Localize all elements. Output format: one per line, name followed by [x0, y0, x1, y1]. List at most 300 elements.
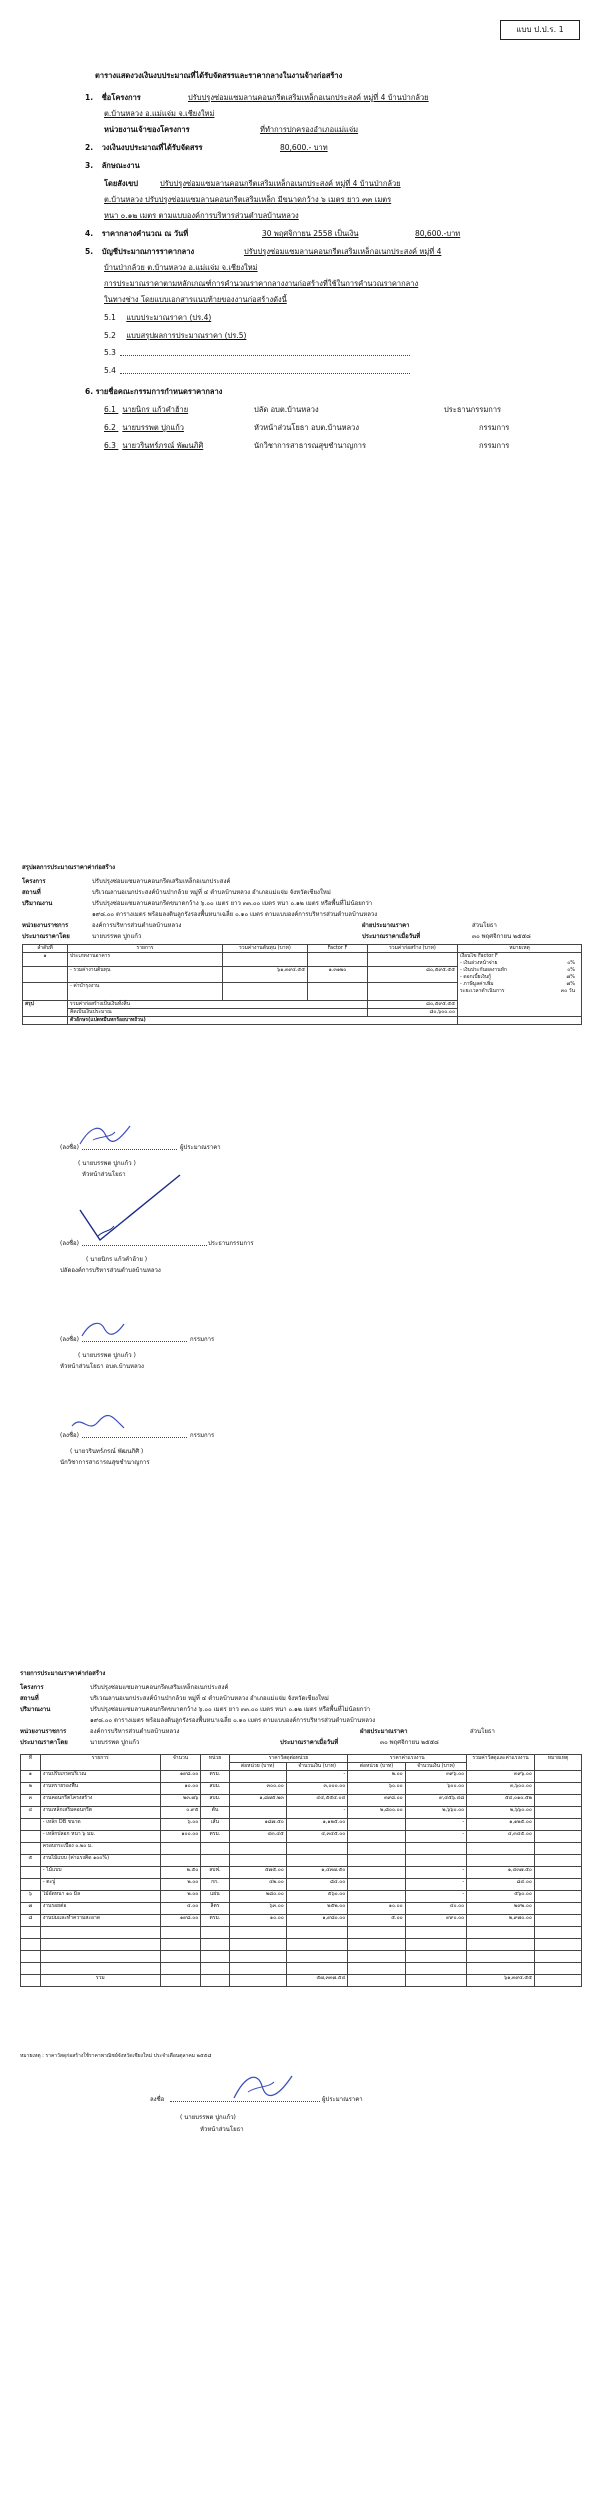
page2-estimator: นายบรรพต ปูกแก้ว: [92, 933, 142, 940]
blank-cell: [201, 1963, 229, 1975]
estimate-cell-la: ๙,๔๕๖.๔๘: [405, 1795, 467, 1807]
total-spacer: [21, 1975, 41, 1987]
p3-sig-line: [170, 2101, 320, 2102]
page2-estimator-label: ประมาณราคาโดย: [22, 933, 70, 940]
table-row: [21, 1879, 582, 1891]
page2-dept: ส่วนโยธา: [472, 922, 497, 929]
estimate-cell-tot: [467, 1843, 535, 1855]
page3-dept-label: ฝ่ายประมาณราคา: [360, 1728, 408, 1735]
committee-2-no: 6.2: [104, 423, 116, 432]
estimate-cell-qty: ๒.๐๐: [160, 1879, 201, 1891]
table-row: [21, 1783, 582, 1795]
table-row: [21, 1771, 582, 1783]
est-col-remark: หมายเหตุ: [534, 1755, 581, 1771]
table-row: [21, 1855, 582, 1867]
item5-line2: บ้านป่ากล้วย ต.บ้านหลวง อ.แม่แจ่ม จ.เชียงใหม่: [104, 263, 258, 272]
remark-3-label: - ดอกเบี้ยเงินกู้: [460, 974, 492, 980]
remark-5: [460, 988, 579, 995]
estimate-cell-item: - เหล็กปลอก หนา ๖ มม.: [40, 1831, 160, 1843]
estimate-cell-item: งานบ่มและทำความสะอาด: [40, 1915, 160, 1927]
page2-header-volume2-value: ๑๙๘.๐๐ ตารางเมตร พร้อมลงดินลูกรังรองพื้นหนาเฉลี่ย ๐.๑๐ เมตร ตามแบบองค์การบริหารส่วนตำบลบ้านหลวง: [92, 911, 378, 918]
p2-sig3-line: [82, 1341, 187, 1342]
page1-title: ตารางแสดงวงเงินงบประมาณที่ได้รับจัดสรรและราคากลางในงานจ้างก่อสร้าง: [95, 71, 343, 80]
estimate-table: [20, 1754, 582, 1987]
page2-header: [22, 876, 582, 942]
page3-header-project-label: โครงการ: [20, 1684, 44, 1691]
estimate-cell-lu: [348, 1867, 405, 1879]
page3-header-volume2: [20, 1715, 580, 1726]
committee-1-name: นายนิกร แก้วคำฮ้าย: [122, 405, 189, 414]
blank-cell: [160, 1927, 201, 1939]
page2-agency-label: หน่วยงานราชการ: [22, 922, 69, 929]
page2-header-volume-value: ปรับปรุงซ่อมแซมลานคอนกรีตขนาดกว้าง ๖.๐๐ เมตร ยาว ๓๓.๐๐ เมตร หนา ๐.๑๒ เมตร หรือพื้นที่ไม่น้อยกว่า: [92, 900, 373, 907]
estimate-blank-row: [21, 1927, 582, 1939]
estimate-cell-tot: ๒,๙๗๐.๐๐: [467, 1915, 535, 1927]
page2-date: ๓๐ พฤศจิกายน ๒๕๕๘: [472, 933, 531, 940]
remark-1-value: ๐%: [567, 960, 575, 966]
est-group-material: ราคาวัสดุต่อหน่วย: [229, 1755, 348, 1763]
attach-5-3-line: [120, 355, 410, 356]
summary-words: ตัวอักษร(แปดหมื่นหกร้อยบาทถ้วน): [68, 1017, 458, 1025]
est-col-total: รวมค่าวัสดุและค่าแรงงาน: [467, 1755, 535, 1771]
p2-sig1-role: ผู้ประมาณราคา: [180, 1144, 221, 1151]
p2-sig1-title: หัวหน้าส่วนโยธา: [82, 1171, 126, 1178]
estimate-cell-no: ๓: [21, 1795, 41, 1807]
estimate-cell-lu: ๒,๘๐๐.๐๐: [348, 1807, 405, 1819]
estimate-cell-remark: [534, 1843, 581, 1855]
estimate-table-group-header: [21, 1755, 582, 1763]
estimate-cell-tot: ๒๙๒.๐๐: [467, 1903, 535, 1915]
estimate-cell-unit: ตรม.: [201, 1831, 229, 1843]
page3-agency: องค์การบริหารส่วนตำบลบ้านหลวง: [90, 1728, 180, 1735]
blank-cell: [160, 1939, 201, 1951]
item3-brief-line3: หนา ๐.๑๒ เมตร ตามแบบองค์การบริหารส่วนตำบลบ้านหลวง: [104, 211, 299, 220]
p3-sig-name: ( นายบรรพต ปูกแก้ว): [180, 2114, 236, 2121]
item3-brief-line1: ปรับปรุงซ่อมแซมลานคอนกรีตเสริมเหล็กอเนกประสงค์ หมู่ที่ 4 บ้านป่ากล้วย: [160, 179, 401, 188]
estimate-cell-remark: [534, 1903, 581, 1915]
blank-cell: [286, 1963, 348, 1975]
blank-cell: [405, 1963, 467, 1975]
table-row: [21, 1807, 582, 1819]
p2-sig1: [60, 1142, 260, 1152]
blank-cell: [286, 1927, 348, 1939]
table-row: [21, 1891, 582, 1903]
estimate-blank-row: [21, 1939, 582, 1951]
item1-sub-value: ที่ทำการปกครองอำเภอแม่แจ่ม: [260, 125, 359, 134]
estimate-cell-lu: [348, 1879, 405, 1891]
estimate-cell-ma: ๘๔.๐๐: [286, 1879, 348, 1891]
page3-header-estimator: [20, 1737, 580, 1748]
p2-sig4-prefix: (ลงชื่อ): [60, 1432, 79, 1439]
blank-cell: [201, 1939, 229, 1951]
estimate-cell-ma: -: [286, 1807, 348, 1819]
estimate-cell-unit: ลบม.: [201, 1795, 229, 1807]
item4-value2: 80,600.-บาท: [415, 229, 461, 238]
committee-2-role: กรรมการ: [479, 423, 510, 432]
committee-1: [104, 404, 524, 416]
attach-5-2-label: แบบสรุปผลการประมาณราคา (ปร.5): [126, 331, 247, 340]
estimate-cell-unit: [201, 1843, 229, 1855]
estimate-cell-qty: ๒.๕๐: [160, 1867, 201, 1879]
item5-label: บัญชีประมาณการราคากลาง: [101, 247, 195, 256]
remark-1: [460, 960, 579, 967]
estimate-total-labor: [405, 1975, 467, 1987]
estimate-cell-ma: ๒๕๒.๐๐: [286, 1903, 348, 1915]
estimate-cell-ma: ๓,๐๐๐.๐๐: [286, 1783, 348, 1795]
table-row: [21, 1867, 582, 1879]
page3-agency-label: หน่วยงานราชการ: [20, 1728, 67, 1735]
committee-2-position: หัวหน้าส่วนโยธา อบต.บ้านหลวง: [254, 423, 359, 432]
item4-value: 30 พฤศจิกายน 2558 เป็นเงิน: [262, 229, 359, 238]
estimate-cell-item: งานปรับเกรดบริเวณ: [40, 1771, 160, 1783]
estimate-cell-qty: ๑๐๐.๐๐: [160, 1831, 201, 1843]
total-spacer: [229, 1975, 286, 1987]
est-col-mat-amount: จำนวนเงิน (บาท): [286, 1763, 348, 1771]
blank-cell: [534, 1927, 581, 1939]
estimate-cell-tot: ๘๔.๐๐: [467, 1879, 535, 1891]
p2-sig1-line: [82, 1149, 177, 1150]
row1-no: ๑: [23, 953, 68, 967]
estimate-cell-qty: ๖.๐๐: [160, 1819, 201, 1831]
remark-2-label: - เงินประกันผลงานหัก: [460, 967, 507, 973]
attach-5-1-label: แบบประมาณราคา (ปร.4): [126, 313, 212, 322]
row2-item: - รวมค่างานต้นทุน: [68, 967, 223, 983]
page3-header-project-value: ปรับปรุงซ่อมแซมลานคอนกรีตเสริมเหล็กอเนกประสงค์: [90, 1684, 229, 1691]
remark-2-value: ๐%: [567, 967, 575, 973]
page3-header-place: [20, 1693, 580, 1704]
blank-cell: [201, 1951, 229, 1963]
words-spacer: [23, 1017, 68, 1025]
estimate-cell-lu: [348, 1891, 405, 1903]
estimate-cell-ma: ๔๔,๕๕๔.๐๔: [286, 1795, 348, 1807]
blank-cell: [229, 1939, 286, 1951]
p2-sig4-role: กรรมการ: [190, 1432, 215, 1439]
page2-header-agency: [22, 920, 582, 931]
blank-cell: [348, 1951, 405, 1963]
p2-sig4-title: นักวิชาการสาธารณสุขชำนาญการ: [60, 1459, 150, 1466]
estimate-cell-tot: ๑,๔๓๗.๕๐: [467, 1867, 535, 1879]
estimate-cell-tot: ๔,๓๔๕.๐๐: [467, 1831, 535, 1843]
remark-5-value: ๓๐ วัน: [560, 988, 575, 994]
item4-no: 4.: [85, 229, 94, 238]
attach-5-3: [104, 348, 116, 357]
summary-approx-label: คิดเป็นเงินประมาณ: [68, 1009, 368, 1017]
summary-table-header: [23, 945, 582, 953]
p2-sig4: [60, 1430, 260, 1440]
blank-cell: [40, 1951, 160, 1963]
page3-date-label: ประมาณราคาเมื่อวันที่: [280, 1739, 339, 1746]
estimate-cell-ma: [286, 1843, 348, 1855]
estimate-total-material: ๕๗,๓๓๗.๕๔: [286, 1975, 348, 1987]
page2-title: สรุปผลการประมาณราคาค่าก่อสร้าง: [22, 864, 116, 871]
estimate-total-row: [21, 1975, 582, 1987]
page3-date: ๓๐ พฤศจิกายน ๒๕๕๘: [380, 1739, 439, 1746]
table-row: [21, 1831, 582, 1843]
estimate-cell-lu: [348, 1855, 405, 1867]
est-col-unit: หน่วย: [201, 1755, 229, 1771]
blank-cell: [534, 1963, 581, 1975]
attach-5-3-no: 5.3: [104, 348, 116, 357]
estimate-cell-ma: ๑,๙๘๐.๐๐: [286, 1915, 348, 1927]
committee-2: [104, 422, 524, 434]
item1-sub-label: หน่วยงานเจ้าของโครงการ: [104, 125, 190, 134]
page3-header-volume-value: ปรับปรุงซ่อมแซมลานคอนกรีตขนาดกว้าง ๖.๐๐ เมตร ยาว ๓๓.๐๐ เมตร หนา ๐.๑๒ เมตร หรือพื้นที่ไม่น้อยกว่า: [90, 1706, 371, 1713]
estimate-total-label: รวม: [40, 1975, 160, 1987]
estimate-cell-la: -: [405, 1831, 467, 1843]
estimate-cell-mu: [229, 1843, 286, 1855]
table-row: [21, 1843, 582, 1855]
estimate-cell-mu: ๑,๘๗๕.๒๓: [229, 1795, 286, 1807]
estimate-cell-item: ครอบกระเบื้อง ๐.๒๐ ม.: [40, 1843, 160, 1855]
item2: [85, 142, 203, 154]
item1-line1: ปรับปรุงซ่อมแซมลานคอนกรีตเสริมเหล็กอเนกประสงค์ หมู่ที่ 4 บ้านป่ากล้วย: [188, 93, 429, 102]
table-row: [21, 1795, 582, 1807]
page3-dept: ส่วนโยธา: [470, 1728, 495, 1735]
committee-1-position: ปลัด อบต.บ้านหลวง: [254, 405, 319, 414]
estimate-table-body: [21, 1771, 582, 1927]
estimate-cell-no: [21, 1831, 41, 1843]
p3-sig-title: หัวหน้าส่วนโยธา: [200, 2126, 244, 2133]
estimate-cell-qty: [160, 1855, 201, 1867]
estimate-cell-item: - ตะปู: [40, 1879, 160, 1891]
estimate-cell-mu: [229, 1807, 286, 1819]
p2-sig3: [60, 1334, 260, 1344]
row3-item: - ค่าบำรุงงาน: [68, 983, 223, 1001]
estimate-cell-item: - ไม้แบบ: [40, 1867, 160, 1879]
estimate-blank-row: [21, 1951, 582, 1963]
estimate-cell-la: -: [405, 1891, 467, 1903]
page3-header-agency: [20, 1726, 580, 1737]
remark-0: [460, 953, 579, 960]
item1-line2: ต.บ้านหลวง อ.แม่แจ่ม จ.เชียงใหม่: [104, 109, 215, 118]
p3-sig-role: ผู้ประมาณราคา: [322, 2096, 363, 2103]
words-spacer-2: [458, 1017, 582, 1025]
blank-cell: [467, 1963, 535, 1975]
committee-3-role: กรรมการ: [479, 441, 510, 450]
page3-header-place-value: บริเวณลานอเนกประสงค์บ้านป่ากล้วย หมู่ที่ ๔ ตำบลบ้านหลวง อำเภอแม่แจ่ม จังหวัดเชียงใหม่: [90, 1695, 329, 1702]
committee-3-position: นักวิชาการสาธารณสุขชำนาญการ: [254, 441, 367, 450]
estimate-cell-item: ไม้อัดหนา ๑๐ มิล: [40, 1891, 160, 1903]
estimate-cell-mu: ๔๒.๐๐: [229, 1879, 286, 1891]
blank-cell: [160, 1963, 201, 1975]
committee-label: 6. รายชื่อคณะกรรมการกำหนดราคากลาง: [85, 387, 223, 396]
estimate-cell-la: ๔๐.๐๐: [405, 1903, 467, 1915]
estimate-cell-mu: [229, 1855, 286, 1867]
estimate-cell-tot: ๑,๑๒๕.๐๐: [467, 1819, 535, 1831]
estimate-cell-ma: ๔,๓๔๕.๐๐: [286, 1831, 348, 1843]
committee-1-no: 6.1: [104, 405, 116, 414]
p2-sig2-title: ปลัดองค์การบริหารส่วนตำบลบ้านหลวง: [60, 1267, 161, 1274]
estimate-cell-unit: ลบฟ.: [201, 1867, 229, 1879]
item1-label: ชื่อโครงการ: [101, 93, 141, 102]
estimate-cell-remark: [534, 1891, 581, 1903]
page2-dept-label: ฝ่ายประมาณราคา: [362, 922, 410, 929]
estimate-total-grand: ๖๑,๓๙๔.๕๕: [467, 1975, 535, 1987]
blank-cell: [405, 1951, 467, 1963]
page3-header-volume: [20, 1704, 580, 1715]
blank-cell: [21, 1939, 41, 1951]
page2-header-place-value: บริเวณลานอเนกประสงค์บ้านป่ากล้วย หมู่ที่ ๔ ตำบลบ้านหลวง อำเภอแม่แจ่ม จังหวัดเชียงใหม่: [92, 889, 331, 896]
summary-total-value: ๘๐,๕๙๕.๕๕: [368, 1001, 458, 1009]
row2-total: ๘๐,๕๙๕.๕๕: [368, 967, 458, 983]
estimate-cell-item: งานรอยต่อ: [40, 1903, 160, 1915]
p2-sig2-role: ประธานกรรมการ: [208, 1240, 254, 1247]
estimate-cell-tot: ๒,๖๖๐.๐๐: [467, 1807, 535, 1819]
blank-cell: [201, 1927, 229, 1939]
estimate-cell-mu: ๒๘๐.๐๐: [229, 1891, 286, 1903]
estimate-cell-qty: ๑๙๘.๐๐: [160, 1771, 201, 1783]
committee-2-name: นายบรรพต ปูกแก้ว: [122, 423, 184, 432]
blank-cell: [467, 1939, 535, 1951]
estimate-cell-remark: [534, 1771, 581, 1783]
page2-header-place: [22, 887, 582, 898]
estimate-cell-remark: [534, 1807, 581, 1819]
remark-0-label: เงื่อนไข Factor F: [460, 953, 498, 959]
p2-sig4-line: [82, 1437, 187, 1438]
blank-cell: [348, 1939, 405, 1951]
blank-cell: [405, 1939, 467, 1951]
page2-header-volume2: [22, 909, 582, 920]
p2-sig4-name: ( นายวรินทร์ภรณ์ พัฒนภิศิ ): [70, 1448, 144, 1455]
page2-header-volume: [22, 898, 582, 909]
estimate-cell-ma: ๑,๑๒๕.๐๐: [286, 1819, 348, 1831]
item5-no: 5.: [85, 247, 94, 256]
est-col-qty: จำนวน: [160, 1755, 201, 1771]
committee-1-role: ประธานกรรมการ: [444, 405, 502, 414]
page2-header-place-label: สถานที่: [22, 889, 41, 896]
p2-sig3-prefix: (ลงชื่อ): [60, 1336, 79, 1343]
estimate-cell-item: - เหล็ก DB ขนาด: [40, 1819, 160, 1831]
row2-factor: ๑.๓๑๒๐: [308, 967, 368, 983]
estimate-cell-lu: [348, 1819, 405, 1831]
estimate-cell-unit: ตรม.: [201, 1771, 229, 1783]
estimate-cell-item: งานคอนกรีตโครงสร้าง: [40, 1795, 160, 1807]
estimate-cell-unit: กก.: [201, 1879, 229, 1891]
committee-3-name: นายวรินทร์ภรณ์ พัฒนภิศิ: [122, 441, 204, 450]
estimate-cell-mu: ๖๓.๐๐: [229, 1903, 286, 1915]
estimate-cell-qty: ๒.๐๐: [160, 1891, 201, 1903]
estimate-cell-lu: ๖๐.๐๐: [348, 1783, 405, 1795]
estimate-cell-mu: ๕๗๕.๐๐: [229, 1867, 286, 1879]
page2-header-project-label: โครงการ: [22, 878, 46, 885]
estimate-cell-qty: ๑๐.๐๐: [160, 1783, 201, 1795]
estimate-cell-no: [21, 1879, 41, 1891]
estimate-cell-tot: ๓,๖๐๐.๐๐: [467, 1783, 535, 1795]
estimate-cell-qty: ๐.๙๕: [160, 1807, 201, 1819]
row3-no: [23, 983, 68, 1001]
estimate-cell-la: ๙๙๐.๐๐: [405, 1915, 467, 1927]
estimate-cell-unit: แผ่น: [201, 1891, 229, 1903]
total-spacer: [534, 1975, 581, 1987]
page3-header-volume2-value: ๑๙๘.๐๐ ตารางเมตร พร้อมลงดินลูกรังรองพื้นหนาเฉลี่ย ๐.๑๐ เมตร ตามแบบองค์การบริหารส่วนตำบลบ้านหลวง: [90, 1717, 376, 1724]
estimate-cell-lu: ๕.๐๐: [348, 1915, 405, 1927]
estimate-cell-lu: ๓๙๘.๐๐: [348, 1795, 405, 1807]
est-col-no: ที่: [21, 1755, 41, 1771]
estimate-cell-la: [405, 1843, 467, 1855]
estimate-cell-lu: [348, 1843, 405, 1855]
estimate-cell-no: [21, 1867, 41, 1879]
page3-note: หมายเหตุ : ราคาวัสดุก่อสร้างใช้ราคาพาณิชย์จังหวัดเชียงใหม่ ประจำเดือนตุลาคม ๒๕๕๘: [20, 2053, 212, 2059]
item2-label: วงเงินงบประมาณที่ได้รับจัดสรร: [101, 143, 203, 152]
summary-total-label: รวมค่าก่อสร้างเป็นเงินทั้งสิ้น: [68, 1001, 368, 1009]
remark-4-value: ๗%: [566, 981, 575, 987]
estimate-cell-unit: เส้น: [201, 1819, 229, 1831]
table-row: [21, 1903, 582, 1915]
col-total: รวมค่าก่อสร้าง (บาท): [368, 945, 458, 953]
estimate-cell-tot: ๕๔,๐๑๐.๕๒: [467, 1795, 535, 1807]
item5: [85, 246, 194, 258]
p2-sig2-name: ( นายนิกร แก้วคำฮ้าย ): [86, 1256, 148, 1263]
remark-3-value: ๗%: [566, 974, 575, 980]
estimate-cell-lu: ๑๐.๐๐: [348, 1903, 405, 1915]
estimate-cell-la: ๒,๖๖๐.๐๐: [405, 1807, 467, 1819]
blank-cell: [229, 1927, 286, 1939]
estimate-cell-unit: ลิตร: [201, 1903, 229, 1915]
total-spacer: [201, 1975, 229, 1987]
estimate-cell-mu: ๔๓.๔๕: [229, 1831, 286, 1843]
estimate-cell-mu: ๑๘๗.๕๐: [229, 1819, 286, 1831]
p2-sig2-prefix: (ลงชื่อ): [60, 1240, 79, 1247]
estimate-cell-ma: -: [286, 1771, 348, 1783]
summary-approx-value: ๘๐,๖๐๐.๐๐: [368, 1009, 458, 1017]
blank-cell: [348, 1927, 405, 1939]
item2-value: 80,600.- บาท: [280, 143, 328, 152]
item5-line4: ในทางช่าง โดยแบบเอกสารแนบท้ายของงานก่อสร้างดังนี้: [104, 295, 287, 304]
blank-cell: [405, 1927, 467, 1939]
attach-5-1: [104, 312, 211, 324]
estimate-cell-unit: [201, 1855, 229, 1867]
row1-item: ประเภทงานอาคาร: [68, 953, 223, 967]
col-factor: Factor F: [308, 945, 368, 953]
col-cost: รวมค่างานต้นทุน (บาท): [223, 945, 308, 953]
p3-sig-prefix: ลงชื่อ: [150, 2096, 165, 2103]
estimate-cell-no: ๘: [21, 1915, 41, 1927]
p2-sig1-name: ( นายบรรพต ปูกแก้ว ): [78, 1160, 136, 1167]
page3-estimator: นายบรรพต ปูกแก้ว: [90, 1739, 140, 1746]
estimate-cell-ma: ๕๖๐.๐๐: [286, 1891, 348, 1903]
remark-2: [460, 967, 579, 974]
estimate-cell-mu: ๑๐.๐๐: [229, 1915, 286, 1927]
row2-cost: ๖๑,๓๙๔.๕๕: [223, 967, 308, 983]
item3: [85, 160, 140, 172]
blank-cell: [40, 1939, 160, 1951]
page2-agency: องค์การบริหารส่วนตำบลบ้านหลวง: [92, 922, 182, 929]
remark-4-label: - ภาษีมูลค่าเพิ่ม: [460, 981, 494, 987]
p2-sig3-title: หัวหน้าส่วนโยธา อบต.บ้านหลวง: [60, 1363, 144, 1370]
estimate-cell-remark: [534, 1819, 581, 1831]
blank-cell: [40, 1963, 160, 1975]
remark-1-label: - เงินล่วงหน้าจ่าย: [460, 960, 498, 966]
blank-cell: [21, 1951, 41, 1963]
blank-cell: [467, 1951, 535, 1963]
est-col-lab-amount: จำนวนเงิน (บาท): [405, 1763, 467, 1771]
page2-header-project-value: ปรับปรุงซ่อมแซมลานคอนกรีตเสริมเหล็กอเนกประสงค์: [92, 878, 231, 885]
page3-header-project: [20, 1682, 580, 1693]
item1-no: 1.: [85, 93, 94, 102]
attach-5-1-no: 5.1: [104, 313, 116, 322]
summary-label: สรุป: [23, 1001, 68, 1017]
p2-sig2-line: [82, 1245, 207, 1246]
attach-5-2: [104, 330, 246, 342]
estimate-cell-remark: [534, 1795, 581, 1807]
estimate-cell-unit: ตัน: [201, 1807, 229, 1819]
estimate-cell-qty: [160, 1843, 201, 1855]
est-col-lab-unit: ต่อหน่วย (บาท): [348, 1763, 405, 1771]
p3-sig: [150, 2094, 400, 2104]
estimate-cell-item: งานเหล็กเสริมคอนกรีต: [40, 1807, 160, 1819]
blank-cell: [286, 1951, 348, 1963]
table-row: [23, 953, 582, 967]
